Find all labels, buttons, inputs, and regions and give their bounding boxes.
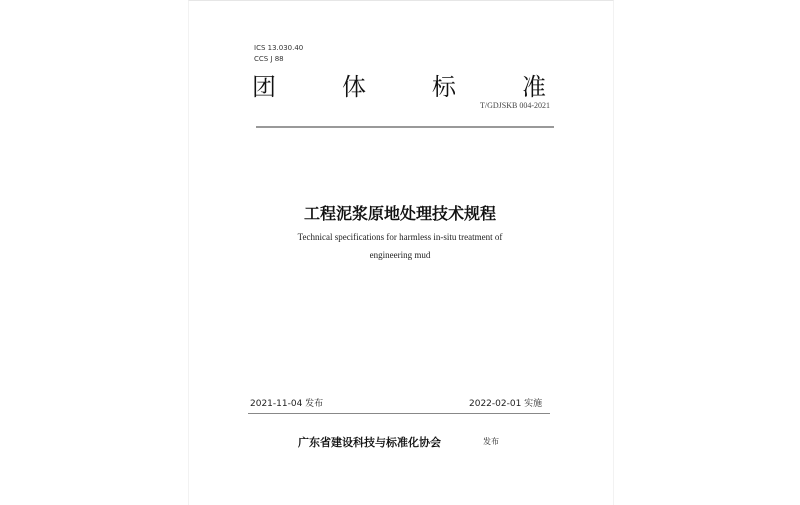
issue-date: 2021-11-04 发布 bbox=[250, 399, 324, 409]
header-divider bbox=[256, 126, 554, 128]
standard-type-char: 标 bbox=[432, 73, 456, 101]
standard-number: T/GDJSKB 004-2021 bbox=[479, 101, 550, 110]
document-title-en-line2: engineering mud bbox=[369, 250, 431, 260]
document-title-zh: 工程泥浆原地处理技术规程 bbox=[303, 204, 496, 223]
footer-divider bbox=[248, 413, 550, 414]
implement-date: 2022-02-01 实施 bbox=[469, 399, 543, 409]
document-title-en-line1: Technical specifications for harmless in-situ treatment of bbox=[297, 232, 503, 242]
standard-type-char: 体 bbox=[342, 73, 366, 101]
standard-type-char: 团 bbox=[252, 73, 276, 101]
publish-label: 发布 bbox=[483, 437, 499, 446]
ccs-code: CCS J 88 bbox=[254, 55, 284, 63]
standard-type-char: 准 bbox=[522, 73, 546, 101]
ics-code: ICS 13.030.40 bbox=[254, 44, 304, 52]
publishing-organization: 广东省建设科技与标准化协会 bbox=[298, 436, 441, 449]
